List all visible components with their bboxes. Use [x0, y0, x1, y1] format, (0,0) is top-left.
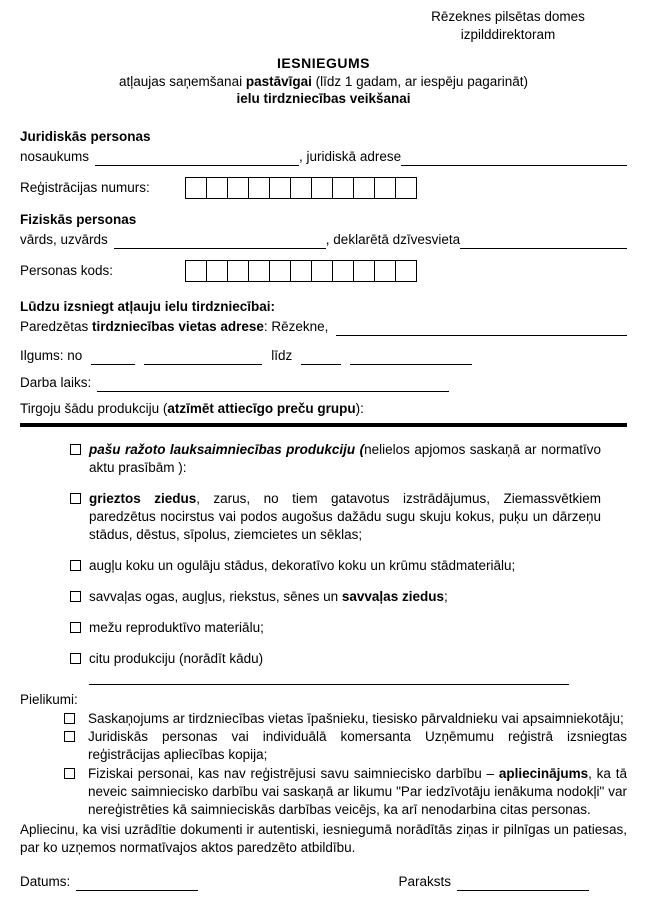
attachments-heading: Pielikumi:: [20, 691, 78, 707]
natural-name-blank: [114, 233, 326, 249]
product-option-3: [70, 557, 601, 575]
checkbox-wild-berries[interactable]: [70, 591, 81, 602]
addressee-line-2: izpilddirektoram: [460, 26, 556, 42]
registration-number-label: Reģistrācijas numurs:: [20, 180, 150, 196]
product-option-1-rest: nelielos apjomos saskaņā ar normatīvo aktu prasībām ):: [89, 442, 601, 475]
document-subtitle: [20, 73, 627, 91]
other-products-blank: [89, 684, 569, 685]
request-heading: Lūdzu izsniegt atļauju ielu tirdzniecībai:: [20, 299, 276, 315]
natural-person-section: [20, 211, 627, 282]
product-option-2-rest: , zarus, no tiem gatavotus izstrādājumus, Ziemassvētkiem paredzētus nocirstus vai podos augošus dažādu sugu skuju kokus, puķu un dārzeņu stādus, dēstus, sīpolus, ziemcietes un sēklas;: [89, 490, 601, 542]
product-option-4-pre: savvaļas ogas, augļus, riekstus, sēnes un: [89, 588, 342, 604]
document-subtitle-2: ielu tirdzniecības veikšanai: [236, 91, 411, 107]
signature-blank: [457, 875, 589, 891]
date-group: [20, 873, 198, 891]
digit-box: [290, 177, 312, 199]
attachment-item-3-post: , ka tā neveic saimniecisko darbību vai saskaņā ar likumu "Par iedzīvotāju ienākuma nodokļi" var nereģistrēties kā saimnieciskās darbības veicējs, ka arī nenodarbina citas personas.: [88, 766, 627, 818]
checkbox-own-agricultural-produce[interactable]: [70, 444, 81, 455]
trade-address-text: [20, 318, 328, 336]
digit-box: [332, 177, 354, 199]
legal-person-heading: Juridiskās personas: [20, 129, 151, 145]
digit-box: [374, 177, 396, 199]
product-option-1-bold: pašu ražoto lauksaimniecības produkciju (: [89, 442, 365, 457]
subtitle-bold: pastāvīgai: [245, 73, 312, 89]
checkbox-fruit-tree-seedlings[interactable]: [70, 560, 81, 571]
digit-box: [269, 177, 291, 199]
attachment-item-3-bold: apliecinājums: [498, 766, 589, 782]
legal-name-label: nosaukums: [20, 149, 90, 165]
digit-box: [185, 260, 207, 282]
digit-box: [311, 177, 333, 199]
product-option-1: [70, 441, 601, 477]
natural-person-heading: Fiziskās personas: [20, 212, 137, 228]
duration-until-label: līdz: [271, 348, 293, 364]
checkbox-attachment-owner-approval[interactable]: [64, 713, 75, 724]
checkbox-forest-reproductive-material[interactable]: [70, 622, 81, 633]
legal-address-blank: [401, 150, 627, 166]
product-option-6: [70, 650, 601, 668]
product-option-5-label: mežu reproduktīvo materiālu;: [89, 619, 264, 635]
products-intro-line: [20, 400, 627, 418]
attachment-item-2: [20, 728, 627, 764]
attachment-item-1: [20, 710, 627, 728]
signature-group: [398, 873, 589, 891]
residence-blank: [460, 233, 627, 249]
signature-label: Paraksts: [398, 874, 451, 890]
digit-box: [269, 260, 291, 282]
products-intro-post: ):: [355, 401, 364, 417]
legal-person-name-line: [20, 148, 627, 166]
duration-line: [20, 347, 627, 365]
date-label: Datums:: [20, 874, 71, 890]
digit-box: [185, 177, 207, 199]
attachment-item-2-label: Juridiskās personas vai individuālā komersanta Uzņēmumu reģistrā izsniegtas reģistrācijas apliecības kopija;: [88, 729, 627, 763]
subtitle-pre: atļaujas saņemšanai: [119, 73, 246, 89]
addressee-line-1: Rēzeknes pilsētas domes: [431, 9, 585, 24]
digit-box: [227, 177, 249, 199]
trade-address-line: [20, 318, 627, 336]
attachment-item-3: [20, 765, 627, 819]
trade-address-pre: Paredzētas: [20, 319, 93, 335]
section-divider-rule: [20, 423, 627, 427]
date-blank: [76, 875, 198, 891]
personal-code-row: [20, 260, 627, 282]
product-option-2-label: [89, 490, 601, 544]
digit-box: [374, 260, 396, 282]
product-option-4: [70, 588, 601, 606]
trade-address-blank: [336, 320, 627, 336]
working-hours-blank: [97, 376, 449, 392]
natural-name-label: vārds, uzvārds: [20, 232, 108, 248]
product-option-4-post: ;: [443, 588, 448, 604]
product-option-3-label: augļu koku un ogulāju stādus, dekoratīvo koku un krūmu stādmateriālu;: [89, 557, 516, 573]
digit-box: [248, 260, 270, 282]
products-intro-pre: Tirgoju šādu produkciju (: [20, 401, 168, 417]
footer-line: [20, 873, 627, 891]
addressee-block: [393, 8, 623, 44]
product-option-5: [70, 619, 601, 637]
declaration-text: Apliecinu, ka visi uzrādītie dokumenti ir autentiski, iesniegumā norādītās ziņas ir pilnīgas un patiesas, par ko uzņemos normatīvajos aktos paredzēto atbildību.: [20, 822, 627, 856]
duration-from-day-blank: [91, 349, 135, 365]
digit-box: [290, 260, 312, 282]
legal-person-section: [20, 128, 627, 199]
digit-box: [332, 260, 354, 282]
products-intro-bold: atzīmēt attiecīgo preču grupu: [167, 401, 356, 417]
duration-from-month-blank: [144, 349, 262, 365]
working-hours-line: [20, 374, 627, 392]
attachments-section: [20, 691, 627, 820]
checkbox-other-products[interactable]: [70, 653, 81, 664]
residence-label: , deklarētā dzīvesvieta: [325, 232, 461, 248]
legal-name-blank: [95, 150, 299, 166]
checkbox-cut-flowers[interactable]: [70, 493, 81, 504]
legal-address-label: , juridiskā adrese: [299, 149, 402, 165]
attachment-item-3-label: [88, 765, 627, 819]
personal-code-boxes: [185, 260, 417, 282]
digit-box: [227, 260, 249, 282]
natural-person-name-line: [20, 231, 627, 249]
duration-to-day-blank: [301, 349, 341, 365]
product-option-1-label: [89, 441, 601, 477]
personal-code-label: Personas kods:: [20, 263, 114, 279]
attachment-item-1-label: Saskaņojums ar tirdzniecības vietas īpašnieku, tiesisko pārvaldnieku vai apsaimniekotāju;: [88, 710, 624, 726]
duration-label: Ilgums: no: [20, 348, 83, 364]
product-option-6-label: citu produkciju (norādīt kādu): [89, 650, 264, 666]
digit-box: [395, 260, 417, 282]
product-option-2-bold: grieztos ziedus: [89, 490, 197, 506]
trade-address-bold: tirdzniecības vietas adrese: [92, 319, 264, 335]
subtitle-post: (līdz 1 gadam, ar iespēju pagarināt): [311, 73, 528, 89]
checkbox-attachment-statement[interactable]: [64, 768, 75, 779]
working-hours-label: Darba laiks:: [20, 375, 92, 391]
document-title: IESNIEGUMS: [277, 54, 370, 71]
product-options-list: [20, 441, 627, 668]
digit-box: [311, 260, 333, 282]
digit-box: [206, 177, 228, 199]
product-option-2: [70, 490, 601, 544]
trade-address-post: : Rēzekne,: [263, 319, 329, 335]
checkbox-attachment-registration-copy[interactable]: [64, 731, 75, 742]
product-option-4-label: [89, 588, 601, 606]
digit-box: [353, 177, 375, 199]
digit-box: [395, 177, 417, 199]
registration-number-boxes: [185, 177, 417, 199]
attachment-item-3-pre: Fiziskai personai, kas nav reģistrējusi savu saimniecisko darbību –: [88, 766, 499, 782]
digit-box: [248, 177, 270, 199]
duration-to-month-blank: [350, 349, 472, 365]
digit-box: [353, 260, 375, 282]
request-section: [20, 298, 627, 418]
product-option-4-bold: savvaļas ziedus: [341, 588, 444, 604]
digit-box: [206, 260, 228, 282]
registration-number-row: [20, 177, 627, 199]
title-block: [20, 54, 627, 109]
